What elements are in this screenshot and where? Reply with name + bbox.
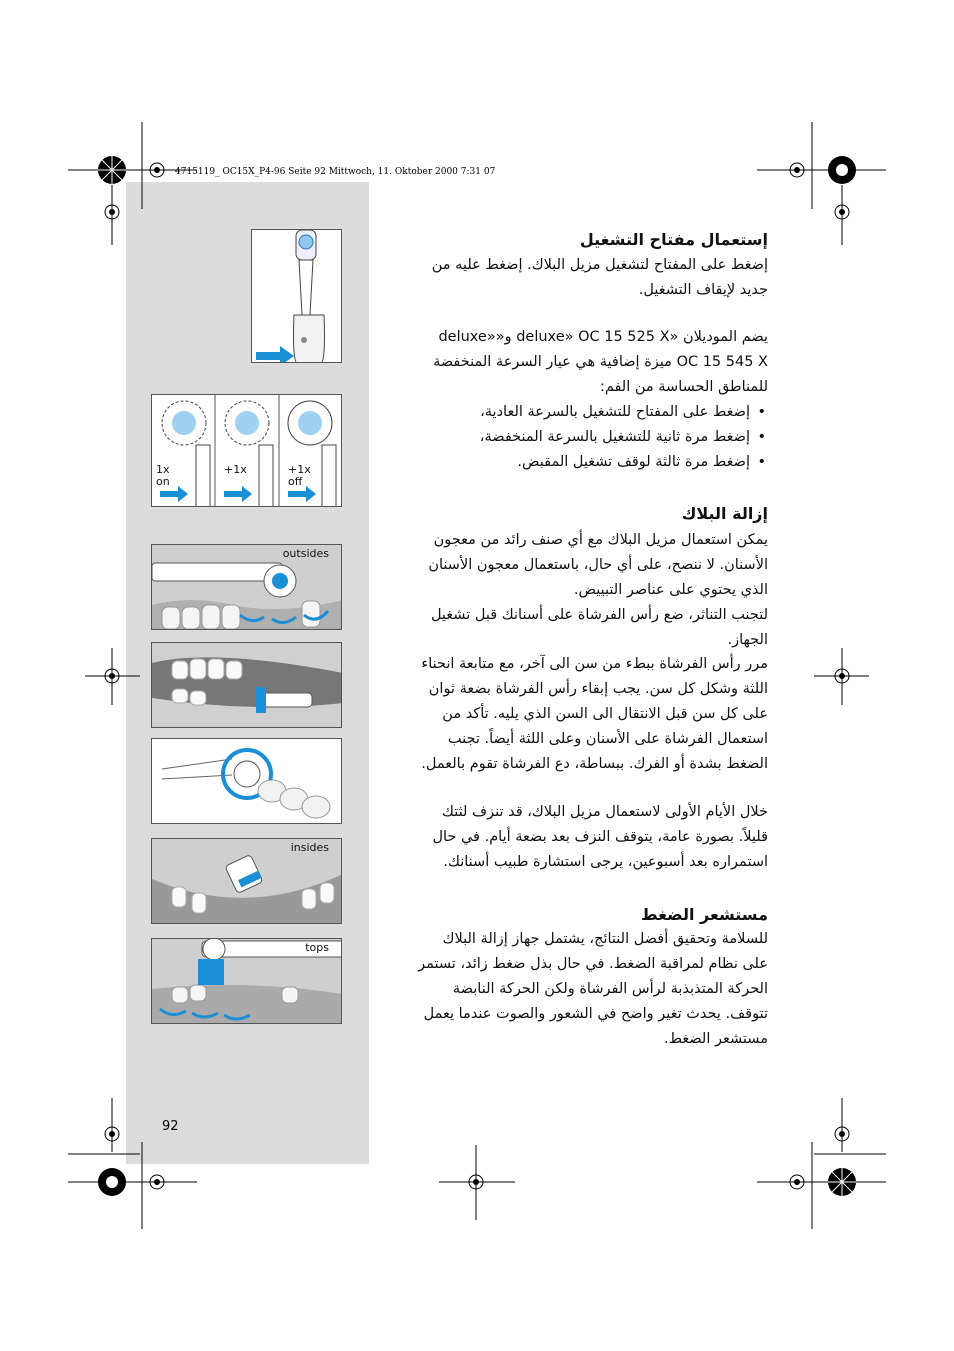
print-header: 4715119_ OC15X_P4-96 Seite 92 Mittwoch, 11. Oktober 2000 7:31 07	[175, 167, 496, 177]
figure-switch-modes	[151, 394, 342, 507]
para-switch-2: يضم الموديلان «deluxe» OC 15 525 X و«deluxe» OC 15 545 X ميزة إضافية هي عيار السرعة المنخفضة للمناطق الحساسة من الفم:	[433, 329, 768, 395]
bullet-normal-speed: • إضغط على المفتاح للتشغيل بالسرعة العادية،	[418, 400, 768, 425]
label-insides: insides	[290, 841, 329, 854]
figure-tops	[151, 938, 342, 1024]
para-plaque-3: مرر رأس الفرشاة ببطء من سن الى آخر، مع متابعة انحناء اللثة وشكل كل سن. يجب إبقاء رأس الفرشاة بضعة ثوان على كل سن قبل الانتقال الى السن الذي يليه. تأكد من استعمال الفرشاة على الأسنان وعلى اللثة أيضاً. تجنب الضغط بشدة أو الفرك. ببساطة، دع الفرشاة تقوم بالعمل.	[421, 656, 768, 772]
speed-bullets	[418, 400, 768, 475]
para-plaque-4: خلال الأيام الأولى لاستعمال مزيل البلاك، قد تنزف لثتك قليلاً. بصورة عامة، يتوقف النزف بعد بضعة أيام. في حال استمراره بعد أسبوعين، يرجى استشارة طبيب أسنانك.	[432, 804, 768, 870]
text-column	[418, 0, 768, 1351]
label-outsides: outsides	[282, 547, 329, 560]
switch-label-second: +1x	[224, 463, 247, 476]
heading-plaque-removal: إزالة البلاك	[681, 504, 768, 523]
heading-pressure-sensor: مستشعر الضغط	[641, 905, 768, 924]
switch-label-on: 1x on	[156, 463, 170, 488]
para-plaque-1: يمكن استعمال مزيل البلاك مع أي صنف رائد من معجون الأسنان. لا ننصح، على أي حال، باستعمال معجون الأسنان الذي يحتوي على عناصر التبييض.	[428, 532, 768, 598]
bullet-low-speed: • إضغط مرة ثانية للتشغيل بالسرعة المنخفضة،	[418, 425, 768, 450]
figure-mouth	[151, 642, 342, 728]
figure-insides	[151, 838, 342, 924]
label-tops: tops	[305, 941, 329, 954]
para-plaque-2: لتجنب التناثر، ضع رأس الفرشاة على أسنانك قبل تشغيل الجهاز.	[430, 607, 768, 648]
page-number: 92	[162, 1119, 179, 1134]
figure-rotation	[151, 738, 342, 824]
figure-outsides	[151, 544, 342, 630]
figure-handle-switch	[251, 229, 342, 363]
switch-label-off: +1x off	[288, 463, 311, 488]
heading-using-switch: إستعمال مفتاح التشغيل	[579, 230, 768, 249]
para-pressure-1: للسلامة وتحقيق أفضل النتائج، يشتمل جهاز إزالة البلاك على نظام لمراقبة الضغط. في حال بذل ضغط زائد، تستمر الحركة المتذبذبة لرأس الفرشاة ولكن الحركة النابضة تتوقف. يحدث تغير واضح في الشعور والصوت عندما يعمل مستشعر الضغط.	[418, 931, 768, 1047]
para-switch-1: إضغط على المفتاح لتشغيل مزيل البلاك. إضغط عليه من جديد لإيقاف التشغيل.	[431, 257, 768, 298]
bullet-off: • إضغط مرة ثالثة لوقف تشغيل المقبض.	[418, 450, 768, 475]
